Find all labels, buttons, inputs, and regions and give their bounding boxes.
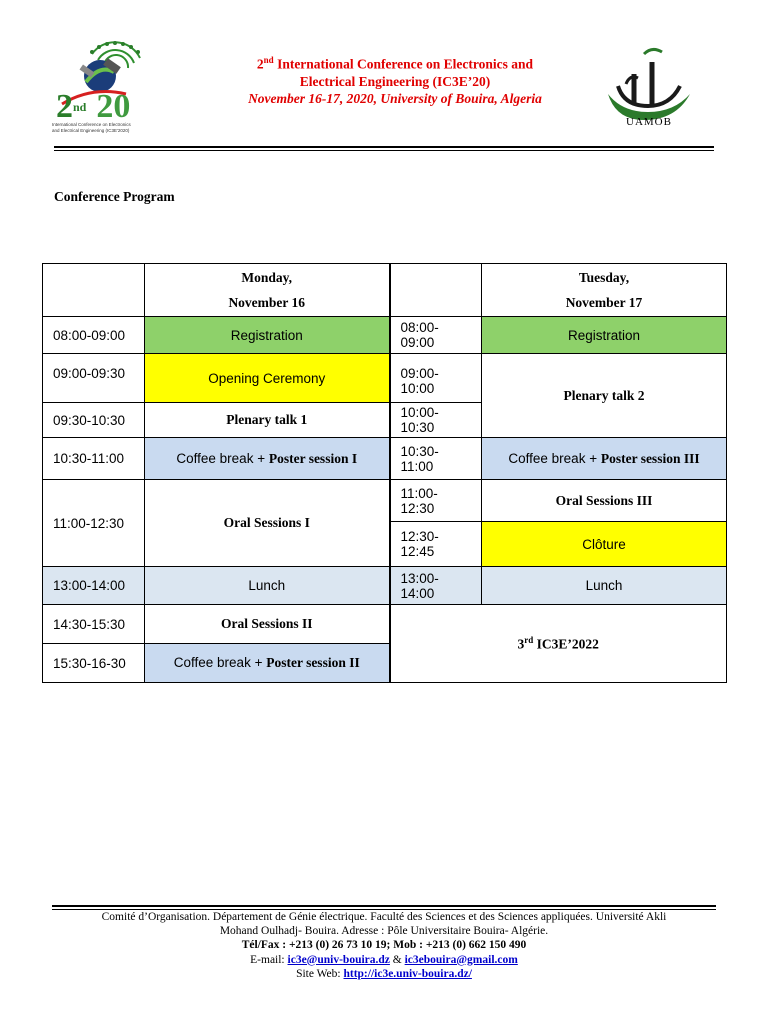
monday-time: 15:30-16-30 — [43, 644, 145, 683]
logo-caption-line2: and Electrical Engineering (IC3E'2020) — [52, 127, 130, 133]
title-ordinal: 2 — [256, 56, 264, 72]
table-row — [43, 438, 727, 480]
email-separator: & — [389, 953, 405, 966]
logo-year: 20 — [96, 88, 131, 125]
monday-time: 13:00-14:00 — [43, 567, 145, 605]
logo-number — [56, 90, 130, 124]
table-row — [43, 480, 727, 522]
logo-caption — [52, 122, 162, 133]
monday-date: November 16 — [228, 295, 306, 310]
next-conference-text: IC3E’2022 — [533, 636, 599, 652]
conference-logo — [52, 38, 162, 134]
coffee-break-label: Coffee break + — [173, 655, 267, 670]
header-divider-thin — [54, 150, 714, 151]
schedule-table — [42, 263, 727, 683]
monday-activity-coffee-poster-1 — [145, 438, 390, 480]
footer-address-line2: Mohand Oulhadj- Bouira. Adresse : Pôle Universitaire Bouira- Algérie. — [219, 925, 549, 938]
monday-activity-coffee-poster-2 — [145, 644, 390, 683]
footer-email — [40, 953, 728, 967]
tuesday-activity-coffee-poster-3 — [482, 438, 727, 480]
footer-phone: Tél/Fax : +213 (0) 26 73 10 19; Mob : +213 (0) 662 150 490 — [241, 939, 527, 952]
logo-ordinal: nd — [73, 100, 87, 114]
next-conference-ordinal: 3 — [517, 636, 525, 652]
table-row — [43, 605, 727, 644]
tuesday-time: 10:30-11:00 — [390, 438, 482, 480]
logo-digit-2: 2 — [56, 88, 73, 125]
monday-activity-lunch: Lunch — [145, 567, 390, 605]
next-conference-note — [390, 605, 727, 683]
tuesday-date: November 17 — [565, 295, 643, 310]
monday-activity-plenary-talk-1: Plenary talk 1 — [145, 403, 390, 438]
tuesday-time: 09:00-10:00 — [390, 354, 482, 403]
tuesday-time: 12:30-12:45 — [390, 522, 482, 567]
website-link[interactable]: http://ic3e.univ-bouira.dz/ — [343, 967, 472, 980]
program-heading: Conference Program — [54, 189, 175, 204]
monday-activity-opening-ceremony: Opening Ceremony — [145, 354, 390, 403]
tuesday-activity-oral-sessions-3: Oral Sessions III — [482, 480, 727, 522]
conference-title — [170, 52, 620, 107]
coffee-break-label: Coffee break + — [508, 450, 601, 466]
monday-time: 09:30-10:30 — [43, 403, 145, 438]
footer-website — [40, 967, 728, 981]
title-line1 — [170, 52, 620, 73]
poster-session-label: Poster session III — [600, 450, 700, 466]
tuesday-time: 13:00-14:00 — [390, 567, 482, 605]
monday-time: 08:00-09:00 — [43, 317, 145, 354]
table-header-row — [43, 264, 727, 317]
header-empty-cell — [43, 264, 145, 317]
conference-date: November 16-17, 2020, University of Bouira, Algeria — [248, 90, 542, 106]
footer-divider-thick — [52, 905, 716, 907]
monday-day: Monday, — [241, 270, 293, 285]
tuesday-time: 08:00-09:00 — [390, 317, 482, 354]
title-ordinal-suffix: nd — [263, 55, 274, 65]
monday-time: 09:00-09:30 — [43, 354, 145, 403]
monday-activity-oral-sessions-1: Oral Sessions I — [145, 480, 390, 567]
website-label: Site Web: — [296, 967, 344, 980]
tuesday-day: Tuesday, — [578, 270, 630, 285]
poster-session-label: Poster session II — [266, 655, 360, 670]
table-row — [43, 354, 727, 403]
monday-time: 11:00-12:30 — [43, 480, 145, 567]
email-label: E-mail: — [250, 953, 288, 966]
header-empty-cell-tuesday — [390, 264, 482, 317]
table-row — [43, 567, 727, 605]
tuesday-header — [482, 264, 727, 317]
email-link-2[interactable]: ic3ebouira@gmail.com — [404, 953, 518, 966]
table-row — [43, 317, 727, 354]
monday-time: 14:30-15:30 — [43, 605, 145, 644]
tuesday-time: 11:00-12:30 — [390, 480, 482, 522]
monday-activity-registration: Registration — [145, 317, 390, 354]
tuesday-activity-plenary-talk-2: Plenary talk 2 — [482, 354, 727, 438]
monday-activity-oral-sessions-2: Oral Sessions II — [145, 605, 390, 644]
next-conference-ordinal-suffix: rd — [524, 634, 534, 645]
footer-address-line1: Comité d’Organisation. Département de Génie électrique. Faculté des Sciences et des Sciences appliquées. Université Akli — [101, 911, 667, 923]
tuesday-activity-registration: Registration — [482, 317, 727, 354]
footer — [40, 910, 728, 981]
email-link-1[interactable]: ic3e@univ-bouira.dz — [287, 953, 390, 966]
coffee-break-label: Coffee break + — [176, 450, 269, 466]
monday-header — [145, 264, 390, 317]
header-divider-thick — [54, 146, 714, 148]
monday-time: 10:30-11:00 — [43, 438, 145, 480]
tuesday-time: 10:00-10:30 — [390, 403, 482, 438]
tuesday-activity-cloture: Clôture — [482, 522, 727, 567]
university-logo — [604, 44, 694, 132]
tuesday-activity-lunch: Lunch — [482, 567, 727, 605]
university-logo-text: UAMOB — [626, 116, 672, 128]
title-line2: Electrical Engineering (IC3E’20) — [299, 73, 491, 89]
logo-caption-line1: International Conference on Electronics — [52, 122, 131, 127]
title-line1-text: International Conference on Electronics and — [273, 56, 534, 72]
poster-session-label: Poster session I — [268, 450, 358, 466]
